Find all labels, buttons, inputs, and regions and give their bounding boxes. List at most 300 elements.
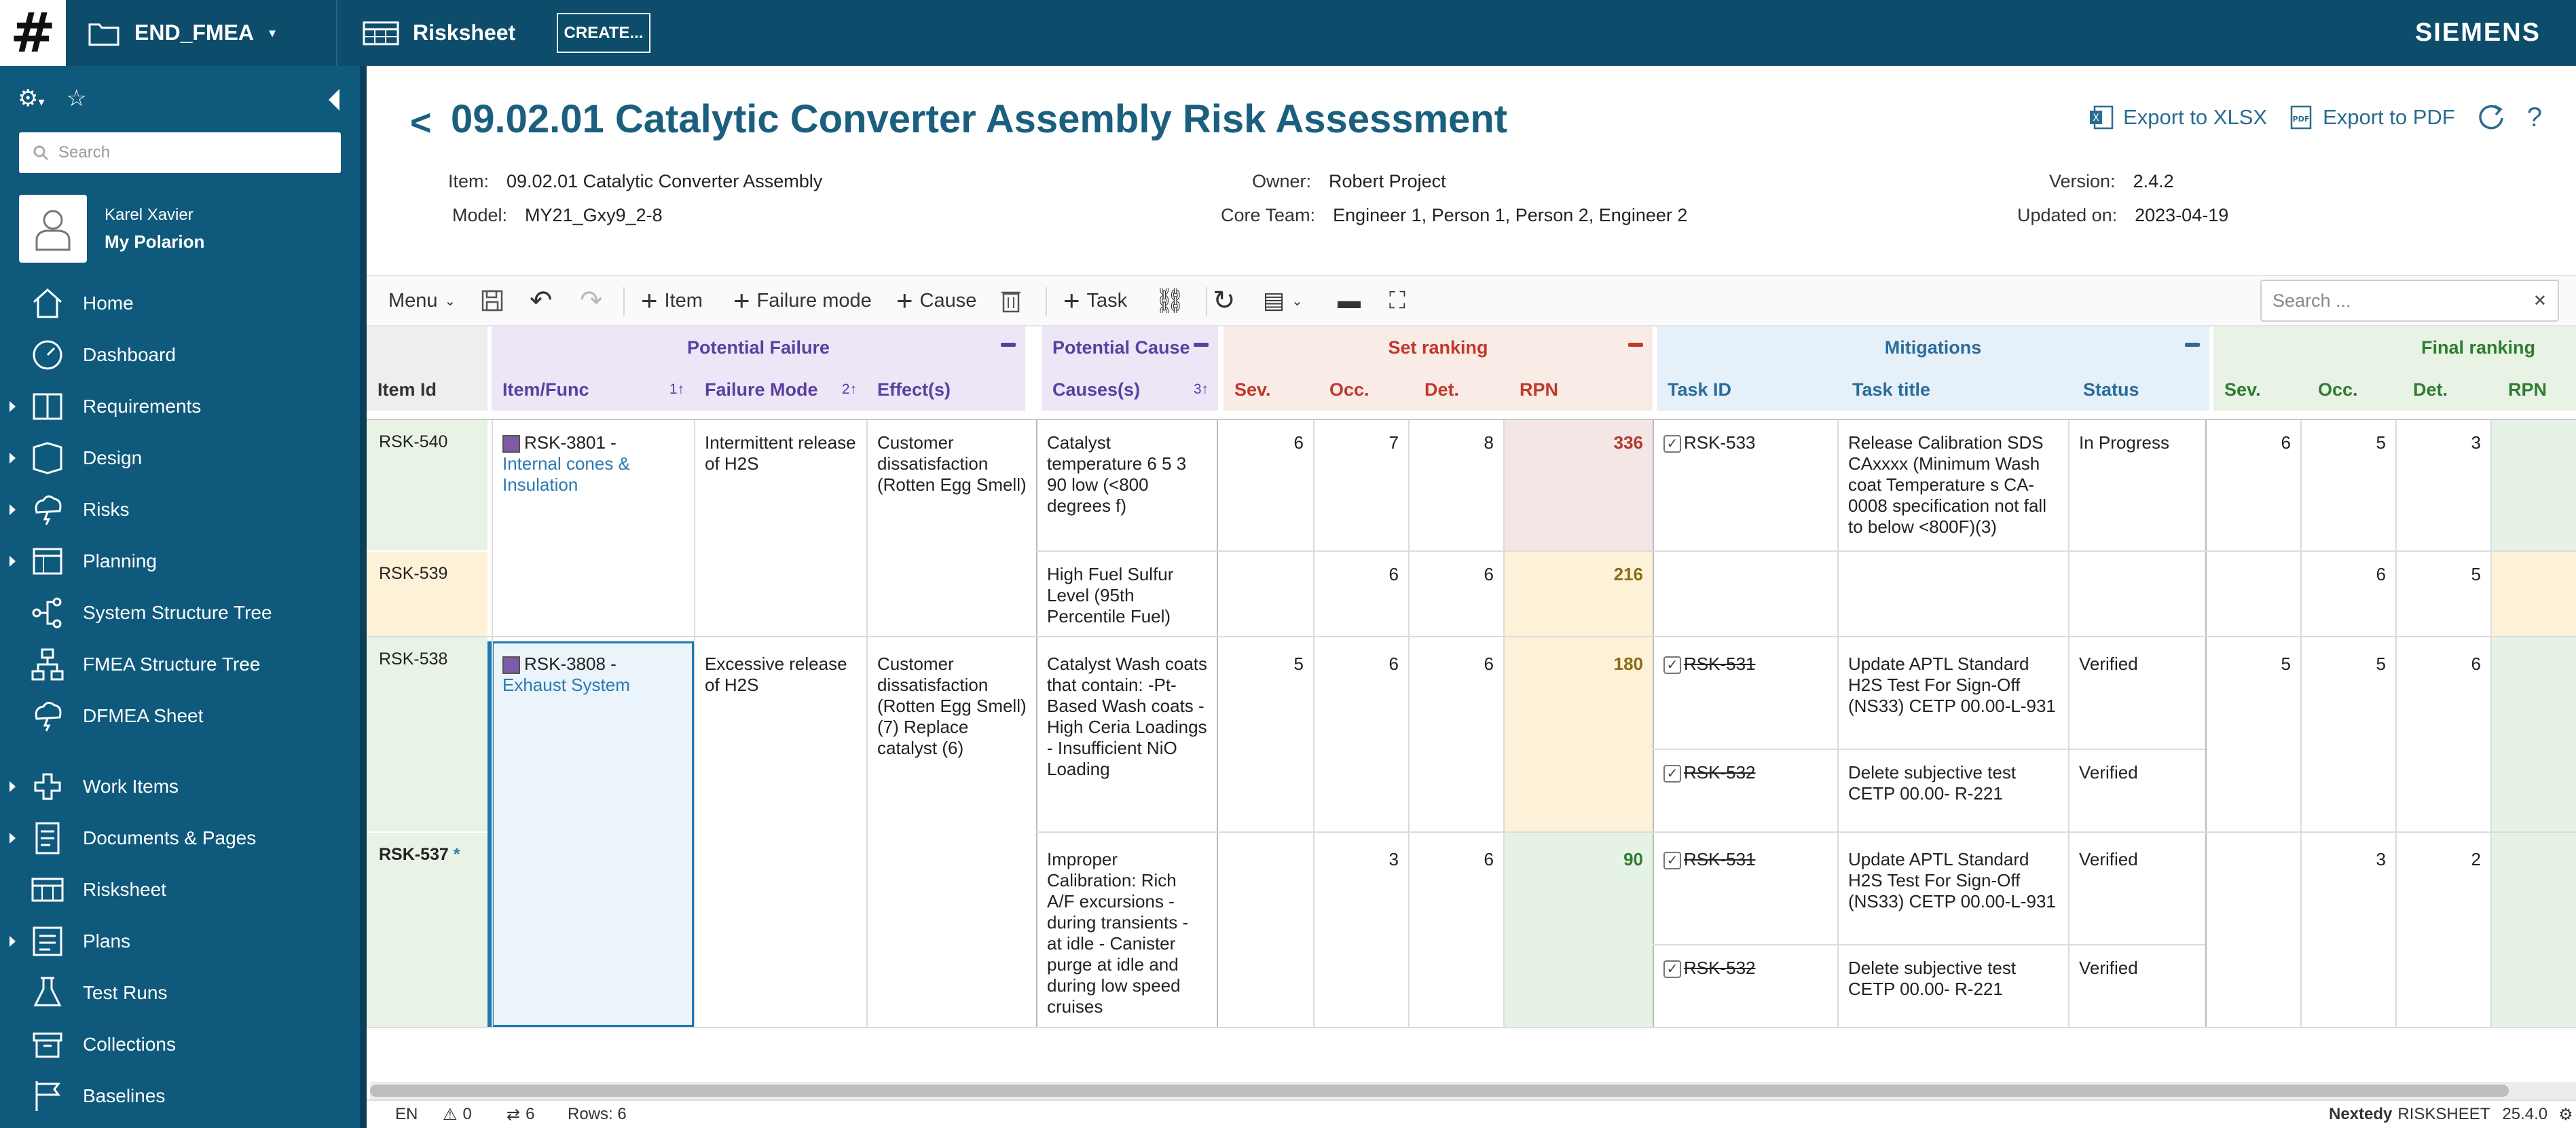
col-final-det-label: Det. xyxy=(2413,379,2448,400)
design-icon xyxy=(30,440,65,476)
project-selector[interactable] xyxy=(88,0,276,66)
col-causes-label: Causes(s) xyxy=(1052,379,1141,400)
col-det-label: Det. xyxy=(1424,379,1460,400)
row-id[interactable]: RSK-538 xyxy=(379,650,448,669)
sidebar-item-label: Planning xyxy=(83,550,157,571)
svg-text:PDF: PDF xyxy=(2292,115,2310,124)
grid-line xyxy=(1036,550,1662,552)
col-failure-mode[interactable] xyxy=(694,369,866,411)
collapse-group-icon[interactable] xyxy=(2185,343,2200,347)
save-button[interactable] xyxy=(481,276,504,325)
export-pdf-label: Export to PDF xyxy=(2323,105,2455,129)
task-id-cell[interactable] xyxy=(1654,838,1837,881)
add-item-button[interactable] xyxy=(641,276,703,325)
grid-line xyxy=(2490,420,2492,1027)
meta-team-value: Engineer 1, Person 1, Person 2, Engineer 2 xyxy=(1333,205,1688,225)
cause-cell[interactable]: Catalyst Wash coats that contain: -Pt-Based Wash coats - High Ceria Loadings - Insufficient NiO Loading xyxy=(1047,654,1208,779)
col-status[interactable] xyxy=(2072,369,2209,411)
expand-arrow-icon[interactable] xyxy=(10,781,16,792)
warnings-indicator[interactable] xyxy=(443,1101,472,1128)
page-title: 09.02.01 Catalytic Converter Assembly Risk Assessment xyxy=(451,97,1508,141)
header-actions xyxy=(2088,102,2542,133)
structure-tree-icon xyxy=(30,595,65,631)
sidebar-item-risksheet[interactable] xyxy=(0,864,360,916)
col-rpn-label: RPN xyxy=(1520,379,1559,400)
final-det-cell[interactable]: 2 xyxy=(2471,849,2481,869)
occ-cell[interactable]: 3 xyxy=(1388,849,1399,869)
links-indicator[interactable] xyxy=(507,1101,534,1128)
status-cell[interactable]: Verified xyxy=(2079,958,2138,978)
sidebar-edge xyxy=(360,66,367,1128)
toolbar-separator xyxy=(623,287,625,316)
grid-line xyxy=(1662,550,2576,552)
task-id-cell[interactable] xyxy=(1654,421,1837,464)
grid-line xyxy=(367,1027,2576,1028)
sidebar-item-label: DFMEA Sheet xyxy=(83,705,204,726)
failure-mode-cell[interactable]: Excessive release of H2S xyxy=(705,654,847,695)
col-final-sev[interactable] xyxy=(2213,369,2307,411)
menu-button[interactable] xyxy=(388,276,456,325)
col-effects[interactable] xyxy=(866,369,1025,411)
collapse-group-icon[interactable] xyxy=(1628,343,1643,347)
grid-line xyxy=(492,420,493,1027)
product-name: RISKSHEET xyxy=(2397,1105,2490,1123)
export-pdf-button[interactable] xyxy=(2287,104,2455,131)
col-item-id[interactable] xyxy=(367,369,487,411)
grid-line xyxy=(2068,420,2069,1027)
warning-icon: ⚠ xyxy=(443,1105,458,1124)
redo-icon: ↷ xyxy=(580,286,603,316)
sev-cell[interactable]: 6 xyxy=(1293,432,1304,453)
export-xlsx-button[interactable] xyxy=(2088,104,2267,131)
sidebar-item-label: Test Runs xyxy=(83,982,168,1003)
product-info xyxy=(2329,1101,2573,1128)
expand-arrow-icon[interactable] xyxy=(10,453,16,464)
pdf-icon xyxy=(2287,104,2315,131)
group-final-ranking xyxy=(2213,326,2576,369)
final-det-cell[interactable]: 3 xyxy=(2471,432,2481,453)
status-cell[interactable]: In Progress xyxy=(2079,432,2169,453)
risk-grid xyxy=(367,326,2576,1083)
requirements-icon xyxy=(30,389,65,424)
cause-cell[interactable]: High Fuel Sulfur Level (95th Percentile Fuel) xyxy=(1047,564,1174,626)
grid-line xyxy=(367,419,2576,420)
collapse-group-icon[interactable] xyxy=(1001,343,1016,347)
svg-text:X: X xyxy=(2093,113,2099,124)
item-name-link[interactable]: Internal cones & Insulation xyxy=(502,453,630,495)
user-avatar-icon xyxy=(33,206,73,251)
sidebar-item-fmea-structure-tree[interactable] xyxy=(0,639,360,690)
group-set-ranking-label: Set ranking xyxy=(1388,337,1488,358)
grid-line xyxy=(2205,420,2207,1027)
meta-owner xyxy=(1252,171,1446,192)
task-checkbox-icon: ✓ xyxy=(1663,765,1681,783)
col-final-det[interactable] xyxy=(2402,369,2497,411)
row-id[interactable]: RSK-539 xyxy=(379,564,448,583)
status-cell[interactable]: Verified xyxy=(2079,762,2138,783)
group-potential-cause xyxy=(1042,326,1218,369)
col-det[interactable] xyxy=(1414,369,1509,411)
star-icon[interactable]: ☆ xyxy=(66,86,88,111)
rpn-cell: 216 xyxy=(1613,564,1643,584)
sort-asc-icon: 1↑ xyxy=(669,381,684,397)
logo-glyph: # xyxy=(10,1,56,64)
sidebar-item-label: Documents & Pages xyxy=(83,827,257,848)
app-logo[interactable] xyxy=(0,0,66,66)
final-occ-cell[interactable]: 5 xyxy=(2376,654,2386,674)
row-id-label: RSK-537 xyxy=(379,845,449,864)
failure-mode-cell[interactable]: Intermittent release of H2S xyxy=(705,432,856,474)
task-checkbox-icon: ✓ xyxy=(1663,656,1681,674)
grid-line xyxy=(1653,749,2205,750)
col-final-occ[interactable] xyxy=(2307,369,2402,411)
review-icon: ▤ xyxy=(1263,288,1285,314)
collapse-sidebar-icon[interactable] xyxy=(329,89,339,111)
grid-line xyxy=(2395,420,2397,1027)
add-cause-button[interactable] xyxy=(896,276,976,325)
grid-line xyxy=(1653,944,2205,945)
status-cell[interactable]: Verified xyxy=(2079,654,2138,674)
sidebar-item-label: Home xyxy=(83,293,134,314)
det-cell[interactable]: 8 xyxy=(1484,432,1494,453)
product-version: 25.4.0 xyxy=(2502,1105,2548,1123)
sidebar-item-label: Baselines xyxy=(83,1085,166,1106)
redo-button[interactable] xyxy=(580,276,603,325)
grid-line xyxy=(1217,420,1218,1027)
task-title-cell[interactable]: Delete subjective test CETP 00.00- R-221 xyxy=(1848,762,2017,804)
delete-button[interactable] xyxy=(1001,276,1021,325)
final-rpn-bg xyxy=(2490,552,2576,636)
final-occ-cell[interactable]: 5 xyxy=(2376,432,2386,453)
item-name-link[interactable]: Exhaust System xyxy=(502,675,630,695)
meta-owner-value: Robert Project xyxy=(1329,171,1446,191)
meta-updated-value: 2023-04-19 xyxy=(2135,205,2229,225)
save-icon xyxy=(481,289,504,312)
effects-cell[interactable]: Customer dissatisfaction (Rotten Egg Smell) (7) Replace catalyst (6) xyxy=(877,654,1027,758)
task-id: RSK-532 xyxy=(1684,958,1756,978)
task-id: RSK-532 xyxy=(1684,762,1756,783)
item-type-icon xyxy=(502,435,520,453)
item-id: RSK-3808 - xyxy=(524,654,617,674)
final-rpn-bg xyxy=(2490,420,2576,550)
avatar xyxy=(19,195,87,263)
sidebar-item-system-structure-tree[interactable] xyxy=(0,587,360,639)
expand-arrow-icon[interactable] xyxy=(10,556,16,567)
sidebar-item-design[interactable] xyxy=(0,432,360,484)
grid-line xyxy=(1408,420,1410,1027)
toolbar-separator xyxy=(1046,287,1047,316)
plus-icon: + xyxy=(733,284,750,316)
final-det-cell[interactable]: 5 xyxy=(2471,564,2481,584)
sidebar-item-baselines[interactable] xyxy=(0,1070,360,1122)
grid-line xyxy=(1653,420,1654,1027)
item-id: RSK-3801 - xyxy=(524,432,617,453)
plus-icon: + xyxy=(1063,284,1080,316)
sidebar-item-work-items[interactable] xyxy=(0,761,360,812)
chevron-down-icon: ⌄ xyxy=(1291,293,1303,309)
app-name: Risksheet xyxy=(413,20,516,45)
dashboard-icon xyxy=(30,337,65,373)
rpn-cell: 90 xyxy=(1623,849,1643,869)
task-checkbox-icon: ✓ xyxy=(1663,960,1681,978)
sidebar-item-risks[interactable] xyxy=(0,484,360,535)
test-runs-icon xyxy=(30,975,65,1011)
sidebar-item-label: FMEA Structure Tree xyxy=(83,654,261,675)
reload-icon: ↻ xyxy=(1213,286,1236,316)
col-item-func-label: Item/Func xyxy=(502,379,589,400)
expand-arrow-icon[interactable] xyxy=(10,833,16,844)
expand-arrow-icon[interactable] xyxy=(10,401,16,412)
meta-item xyxy=(448,171,822,192)
modified-marker: * xyxy=(453,845,460,864)
export-xlsx-label: Export to XLSX xyxy=(2123,105,2268,129)
fullscreen-button[interactable] xyxy=(1389,276,1405,325)
warnings-count: 0 xyxy=(462,1105,472,1123)
row-id-selected[interactable] xyxy=(379,845,460,865)
sidebar-item-label: Plans xyxy=(83,930,131,952)
sidebar-item-dashboard[interactable] xyxy=(0,329,360,381)
settings-gear-icon[interactable]: ⚙ xyxy=(2558,1105,2573,1124)
collapse-group-icon[interactable] xyxy=(1194,343,1209,347)
sidebar-item-label: Collections xyxy=(83,1034,176,1055)
meta-version-label: Version: xyxy=(2049,171,2116,191)
group-mitigations xyxy=(1657,326,2209,369)
meta-core-team xyxy=(1221,205,1687,226)
meta-model-label: Model: xyxy=(452,205,508,225)
project-name: END_FMEA xyxy=(134,20,255,45)
meta-item-value: 09.02.01 Catalytic Converter Assembly xyxy=(507,171,823,191)
col-causes[interactable] xyxy=(1042,369,1218,411)
occ-cell[interactable]: 7 xyxy=(1388,432,1399,453)
col-item-func[interactable] xyxy=(492,369,694,411)
language-indicator[interactable]: EN xyxy=(395,1105,418,1123)
item-func-cell[interactable] xyxy=(493,643,693,707)
folder-icon xyxy=(88,20,119,46)
sidebar-tools xyxy=(18,85,87,112)
sidebar-search xyxy=(19,132,341,173)
undo-icon: ↶ xyxy=(530,286,553,316)
rpn-cell: 180 xyxy=(1613,654,1643,674)
create-button[interactable]: CREATE... xyxy=(557,13,650,53)
item-type-icon xyxy=(502,656,520,674)
excel-icon xyxy=(2088,104,2115,131)
col-final-rpn-label: RPN xyxy=(2508,379,2547,400)
scrollbar-thumb[interactable] xyxy=(370,1085,2509,1097)
final-occ-cell[interactable]: 3 xyxy=(2376,849,2386,869)
task-title-cell[interactable]: Update APTL Standard H2S Test For Sign-Off (NS33) CETP 00.00-L-931 xyxy=(1848,654,2056,716)
sort-order: 1 xyxy=(669,381,678,397)
sidebar-item-label: Work Items xyxy=(83,776,179,797)
plus-icon: + xyxy=(641,284,658,316)
grid-search-input[interactable] xyxy=(2273,290,2524,312)
row-id[interactable]: RSK-540 xyxy=(379,432,448,451)
cause-cell[interactable]: Improper Calibration: Rich A/F excursions - during transients - at idle - Canister purge at idle and during low speed cruises xyxy=(1047,849,1189,1017)
sidebar-item-label: Risks xyxy=(83,499,130,520)
col-rpn[interactable] xyxy=(1509,369,1653,411)
col-sev[interactable] xyxy=(1223,369,1319,411)
top-bar xyxy=(0,0,2576,66)
col-task-id[interactable] xyxy=(1657,369,1841,411)
sort-asc-icon: 2↑ xyxy=(841,381,857,397)
clear-search-icon[interactable]: ✕ xyxy=(2533,291,2547,310)
expand-arrow-icon[interactable] xyxy=(10,936,16,947)
expand-arrow-icon[interactable] xyxy=(10,504,16,515)
sidebar-item-label: Requirements xyxy=(83,396,202,417)
task-id: RSK-533 xyxy=(1684,432,1756,453)
meta-model xyxy=(452,205,663,226)
planning-icon xyxy=(30,544,65,579)
group-potential-failure xyxy=(492,326,1025,369)
documents-icon xyxy=(30,821,65,856)
final-sev-cell[interactable]: 6 xyxy=(2281,432,2291,453)
col-status-label: Status xyxy=(2083,379,2139,400)
col-item-id-label: Item Id xyxy=(378,379,437,400)
nextedy-brand: Nextedy xyxy=(2329,1105,2393,1123)
group-final-ranking-label: Final ranking xyxy=(2421,337,2535,358)
meta-updated-label: Updated on: xyxy=(2017,205,2118,225)
task-checkbox-icon: ✓ xyxy=(1663,852,1681,869)
task-id-cell[interactable] xyxy=(1654,643,1837,685)
meta-model-value: MY21_Gxy9_2-8 xyxy=(525,205,663,225)
comments-button[interactable] xyxy=(1338,276,1361,325)
sidebar-item-label: Design xyxy=(83,447,143,468)
back-chevron-icon[interactable]: < xyxy=(410,102,432,143)
comments-icon: ▬ xyxy=(1338,287,1361,314)
col-final-rpn[interactable] xyxy=(2497,369,2576,411)
group-potential-failure-label: Potential Failure xyxy=(686,337,830,358)
plans-icon xyxy=(30,924,65,959)
fullscreen-icon: ⛶ xyxy=(1389,287,1405,314)
add-failure-mode-label: Failure mode xyxy=(756,289,872,312)
task-id-cell[interactable] xyxy=(1654,751,1837,794)
task-title-cell[interactable]: Update APTL Standard H2S Test For Sign-Off (NS33) CETP 00.00-L-931 xyxy=(1848,849,2056,911)
col-failure-mode-label: Failure Mode xyxy=(705,379,818,400)
col-task-title-label: Task title xyxy=(1852,379,1931,400)
task-id-cell[interactable] xyxy=(1654,947,1837,990)
grid-line xyxy=(1036,831,1662,833)
col-task-title[interactable] xyxy=(1841,369,2072,411)
grid-line xyxy=(367,636,2576,637)
dfmea-sheet-icon xyxy=(30,698,65,734)
group-potential-cause-label: Potential Cause xyxy=(1052,337,1190,358)
horizontal-scrollbar[interactable] xyxy=(370,1082,2576,1099)
occ-cell[interactable]: 6 xyxy=(1388,654,1399,674)
sidebar-search-input[interactable] xyxy=(58,143,330,162)
add-failure-mode-button[interactable] xyxy=(733,276,872,325)
undo-button[interactable] xyxy=(530,276,553,325)
add-task-button[interactable] xyxy=(1063,276,1127,325)
final-det-cell[interactable]: 6 xyxy=(2471,654,2481,674)
grid-toolbar xyxy=(367,275,2576,326)
sidebar-item-documents-pages[interactable] xyxy=(0,812,360,864)
sidebar-item-dfmea-sheet[interactable] xyxy=(0,690,360,742)
grid-line xyxy=(2300,420,2302,1027)
group-set-ranking xyxy=(1223,326,1653,369)
item-func-cell[interactable] xyxy=(493,421,694,506)
sev-cell[interactable]: 5 xyxy=(1293,654,1304,674)
baselines-icon xyxy=(30,1078,65,1114)
det-cell[interactable]: 6 xyxy=(1484,654,1494,674)
caret-down-icon: ▾ xyxy=(269,26,276,41)
sidebar-item-home[interactable] xyxy=(0,278,360,329)
sidebar-item-planning[interactable] xyxy=(0,535,360,587)
menu-label: Menu xyxy=(388,289,438,312)
final-occ-cell[interactable]: 6 xyxy=(2376,564,2386,584)
meta-owner-label: Owner: xyxy=(1252,171,1312,191)
gear-icon[interactable]: ⚙▾ xyxy=(18,86,45,111)
my-polarion-link[interactable]: My Polarion xyxy=(105,231,205,252)
sidebar-item-test-runs[interactable] xyxy=(0,967,360,1019)
occ-cell[interactable]: 6 xyxy=(1388,564,1399,584)
final-sev-cell[interactable]: 5 xyxy=(2281,654,2291,674)
top-bar-divider xyxy=(336,0,337,66)
add-item-label: Item xyxy=(664,289,703,312)
user-profile[interactable] xyxy=(19,195,204,263)
det-cell[interactable]: 6 xyxy=(1484,849,1494,869)
grid-line xyxy=(694,420,695,1027)
plus-icon: + xyxy=(896,284,913,316)
status-cell[interactable]: Verified xyxy=(2079,849,2138,869)
task-title-cell[interactable]: Release Calibration SDS CAxxxx (Minimum Wash coat Temperature s CA-0008 specification not fall to below <800F)(3) xyxy=(1848,432,2046,537)
links-count: 6 xyxy=(526,1105,535,1123)
risksheet-app-link[interactable] xyxy=(363,0,515,66)
col-sev-label: Sev. xyxy=(1234,379,1271,400)
help-icon[interactable]: ? xyxy=(2526,102,2542,132)
collections-icon xyxy=(30,1027,65,1062)
add-task-label: Task xyxy=(1086,289,1128,312)
sidebar-item-requirements[interactable] xyxy=(0,381,360,432)
sidebar-item-label: System Structure Tree xyxy=(83,602,272,623)
col-occ-label: Occ. xyxy=(1329,379,1369,400)
status-bar xyxy=(367,1099,2576,1128)
work-items-icon xyxy=(30,769,65,804)
cause-cell[interactable]: Catalyst temperature 6 5 3 90 low (<800 degrees f) xyxy=(1047,432,1187,516)
user-name: Karel Xavier xyxy=(105,205,194,224)
det-cell[interactable]: 6 xyxy=(1484,564,1494,584)
col-final-sev-label: Sev. xyxy=(2224,379,2261,400)
chevron-down-icon: ⌄ xyxy=(444,293,456,309)
brand-logo: SIEMENS xyxy=(2414,18,2541,47)
meta-updated xyxy=(2017,205,2228,226)
group-mitigations-label: Mitigations xyxy=(1884,337,1982,358)
sidebar-item-label: Risksheet xyxy=(83,879,166,900)
sidebar-item-label: Dashboard xyxy=(83,344,176,365)
effects-cell[interactable]: Customer dissatisfaction (Rotten Egg Smell) xyxy=(877,432,1027,495)
grid-line xyxy=(1313,420,1314,1027)
meta-version-value: 2.4.2 xyxy=(2133,171,2174,191)
col-occ[interactable] xyxy=(1319,369,1414,411)
add-cause-label: Cause xyxy=(919,289,977,312)
task-id: RSK-531 xyxy=(1684,654,1756,674)
sidebar-item-collections[interactable] xyxy=(0,1019,360,1070)
risksheet-icon xyxy=(363,20,399,47)
meta-item-label: Item: xyxy=(448,171,490,191)
task-id: RSK-531 xyxy=(1684,849,1756,869)
toolbar-separator xyxy=(1206,287,1207,316)
sidebar-item-plans[interactable] xyxy=(0,916,360,967)
meta-version xyxy=(2049,171,2174,192)
sidebar-nav xyxy=(0,278,360,1122)
link-task-button[interactable] xyxy=(1154,276,1185,325)
rpn-cell: 336 xyxy=(1613,432,1643,453)
task-title-cell[interactable]: Delete subjective test CETP 00.00- R-221 xyxy=(1848,958,2017,999)
review-button[interactable] xyxy=(1263,276,1303,325)
refresh-icon[interactable] xyxy=(2476,102,2507,133)
reload-button[interactable] xyxy=(1213,276,1236,325)
risks-icon xyxy=(30,492,65,527)
search-icon xyxy=(33,145,49,161)
col-final-occ-label: Occ. xyxy=(2318,379,2358,400)
